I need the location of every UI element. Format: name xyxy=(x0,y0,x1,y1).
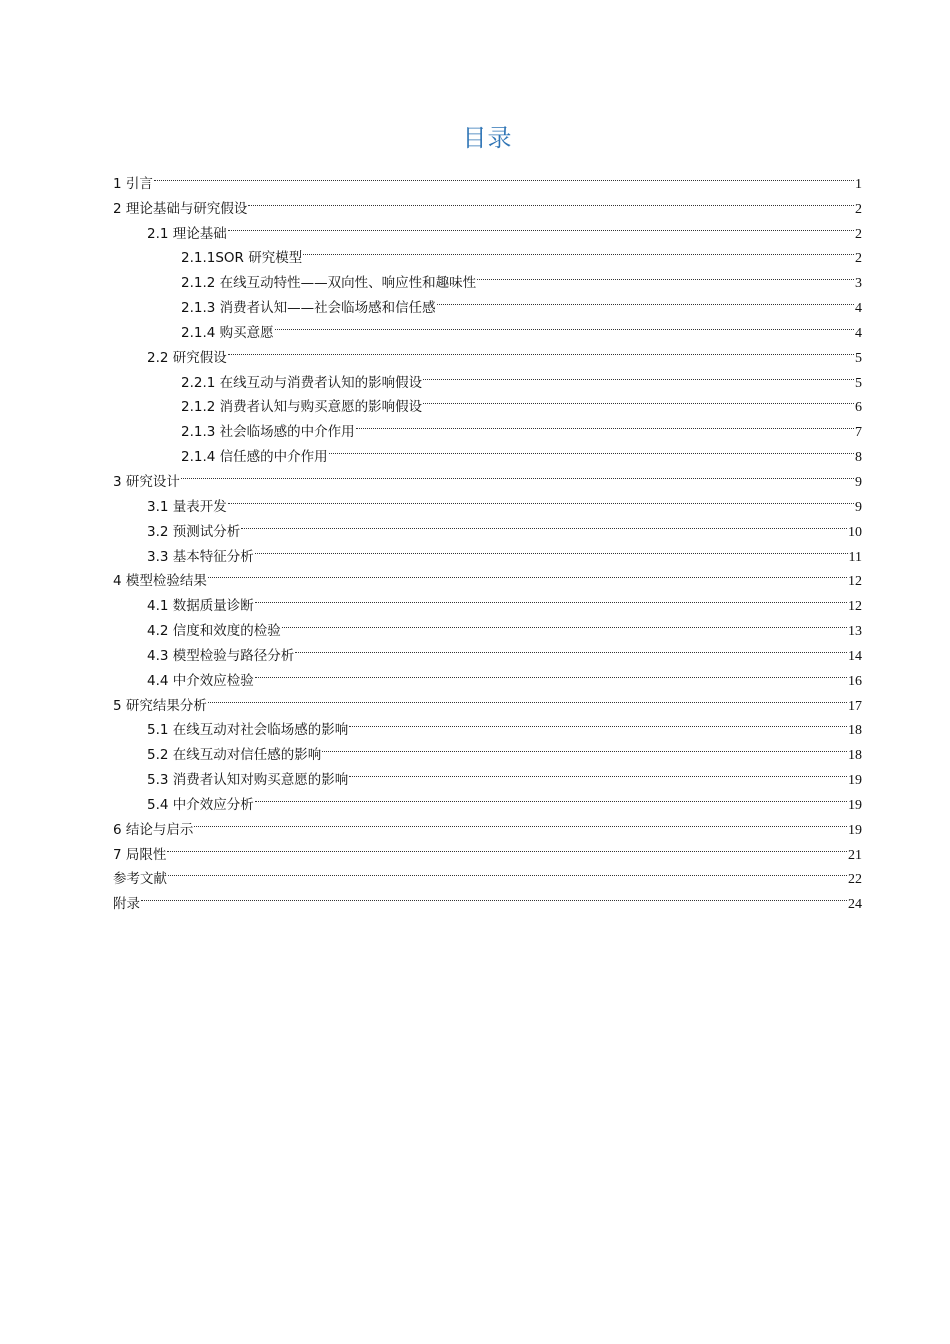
dot-leader xyxy=(141,883,847,908)
dot-leader xyxy=(255,660,847,685)
toc-entry-page-number: 19 xyxy=(848,797,862,813)
toc-entry[interactable] xyxy=(113,834,862,863)
toc-entry-title: 2.2.1 在线互动与消费者认知的影响假设 xyxy=(181,374,423,391)
toc-entry-title: 3 研究设计 xyxy=(113,473,180,490)
dot-leader xyxy=(437,287,854,312)
toc-entry-page-number: 18 xyxy=(848,748,862,764)
toc-entry-title: 2.1.3 消费者认知——社会临场感和信任感 xyxy=(181,300,436,317)
toc-entry[interactable] xyxy=(113,859,862,888)
toc-entry-page-number: 9 xyxy=(855,474,862,490)
toc-entry-title: 1 引言 xyxy=(113,175,153,192)
toc-entry[interactable] xyxy=(113,585,862,615)
toc-entry-title: 5.1 在线互动对社会临场感的影响 xyxy=(147,722,349,739)
toc-entry-page-number: 18 xyxy=(848,723,862,739)
toc-entry-title: 3.2 预测试分析 xyxy=(147,523,241,540)
toc-entry-title: 3.1 量表开发 xyxy=(147,498,227,515)
toc-entry-title: 附录 xyxy=(113,896,140,913)
toc-entry-title: 2.1.1SOR 研究模型 xyxy=(181,250,303,267)
toc-entry-page-number: 17 xyxy=(848,698,862,714)
dot-leader xyxy=(255,784,847,809)
dot-leader xyxy=(181,461,854,486)
dot-leader xyxy=(349,759,847,784)
toc-entry-title: 5 研究结果分析 xyxy=(113,697,207,714)
dot-leader xyxy=(349,710,847,735)
dot-leader xyxy=(228,213,854,238)
table-of-contents xyxy=(113,163,862,913)
toc-entry-title: 参考文献 xyxy=(113,871,167,888)
dot-leader xyxy=(255,536,848,561)
dot-leader xyxy=(255,585,847,610)
toc-entry-title: 5.3 消费者认知对购买意愿的影响 xyxy=(147,772,349,789)
toc-entry[interactable] xyxy=(113,461,862,490)
toc-entry-title: 2.1.3 社会临场感的中介作用 xyxy=(181,424,355,441)
toc-entry-page-number: 14 xyxy=(848,648,862,664)
dot-leader xyxy=(295,635,847,660)
toc-entry-page-number: 5 xyxy=(855,350,862,366)
toc-entry-page-number: 6 xyxy=(855,400,862,416)
dot-leader xyxy=(322,734,847,759)
toc-entry-title: 5.2 在线互动对信任感的影响 xyxy=(147,747,322,764)
toc-entry-title: 4.2 信度和效度的检验 xyxy=(147,623,281,640)
toc-entry-page-number: 3 xyxy=(855,276,862,292)
toc-entry-title: 6 结论与启示 xyxy=(113,821,194,838)
toc-entry-page-number: 10 xyxy=(848,524,862,540)
dot-leader xyxy=(168,859,847,884)
toc-entry[interactable] xyxy=(113,163,862,192)
toc-entry-title: 4 模型检验结果 xyxy=(113,573,207,590)
dot-leader xyxy=(154,163,854,188)
dot-leader xyxy=(248,188,854,213)
toc-entry-page-number: 22 xyxy=(848,872,862,888)
dot-leader xyxy=(228,486,854,511)
toc-entry-page-number: 2 xyxy=(855,251,862,267)
toc-entry-title: 4.1 数据质量诊断 xyxy=(147,598,254,615)
dot-leader xyxy=(208,685,847,710)
toc-entry-title: 2.1.4 信任感的中介作用 xyxy=(181,449,328,466)
dot-leader xyxy=(356,411,854,436)
toc-entry[interactable] xyxy=(113,883,862,913)
dot-leader xyxy=(477,262,854,287)
dot-leader xyxy=(194,809,847,834)
toc-entry-page-number: 12 xyxy=(848,599,862,615)
toc-entry-page-number: 9 xyxy=(855,499,862,515)
toc-entry-page-number: 16 xyxy=(848,673,862,689)
dot-leader xyxy=(303,238,854,263)
toc-entry[interactable] xyxy=(113,809,862,838)
dot-leader xyxy=(167,834,847,859)
toc-entry-page-number: 1 xyxy=(855,176,862,192)
toc-entry-title: 7 局限性 xyxy=(113,846,167,863)
toc-entry-page-number: 4 xyxy=(855,325,862,341)
toc-entry-page-number: 2 xyxy=(855,226,862,242)
toc-entry-page-number: 13 xyxy=(848,624,862,640)
dot-leader xyxy=(228,337,854,362)
toc-entry[interactable] xyxy=(113,188,862,217)
toc-entry-title: 2 理论基础与研究假设 xyxy=(113,200,248,217)
toc-entry-page-number: 5 xyxy=(855,375,862,391)
dot-leader xyxy=(275,312,854,337)
toc-entry[interactable] xyxy=(113,710,862,739)
dot-leader xyxy=(329,436,854,461)
toc-entry[interactable] xyxy=(113,561,862,590)
toc-title: 目录 xyxy=(462,124,513,152)
toc-entry-page-number: 7 xyxy=(855,425,862,441)
toc-entry-title: 4.4 中介效应检验 xyxy=(147,672,254,689)
toc-entry-page-number: 19 xyxy=(848,773,862,789)
toc-entry-page-number: 24 xyxy=(848,897,862,913)
toc-entry-title: 5.4 中介效应分析 xyxy=(147,796,254,813)
toc-entry-page-number: 21 xyxy=(848,847,862,863)
toc-entry-page-number: 19 xyxy=(848,822,862,838)
toc-entry-page-number: 11 xyxy=(848,549,862,565)
toc-entry-title: 2.1.2 在线互动特性——双向性、响应性和趣味性 xyxy=(181,275,477,292)
toc-entry-page-number: 8 xyxy=(855,450,862,466)
toc-entry-title: 2.1.4 购买意愿 xyxy=(181,324,274,341)
dot-leader xyxy=(282,610,847,635)
toc-entry-title: 2.1 理论基础 xyxy=(147,225,227,242)
toc-entry-page-number: 4 xyxy=(855,301,862,317)
dot-leader xyxy=(208,561,847,586)
dot-leader xyxy=(423,387,854,412)
dot-leader xyxy=(241,511,847,536)
dot-leader xyxy=(423,362,854,387)
toc-entry[interactable] xyxy=(113,685,862,714)
toc-entry-page-number: 2 xyxy=(855,201,862,217)
toc-entry-title: 2.1.2 消费者认知与购买意愿的影响假设 xyxy=(181,399,423,416)
toc-entry-title: 3.3 基本特征分析 xyxy=(147,548,254,565)
toc-entry-title: 2.2 研究假设 xyxy=(147,349,227,366)
toc-entry-page-number: 12 xyxy=(848,574,862,590)
toc-entry[interactable] xyxy=(113,486,862,515)
toc-entry-title: 4.3 模型检验与路径分析 xyxy=(147,647,295,664)
